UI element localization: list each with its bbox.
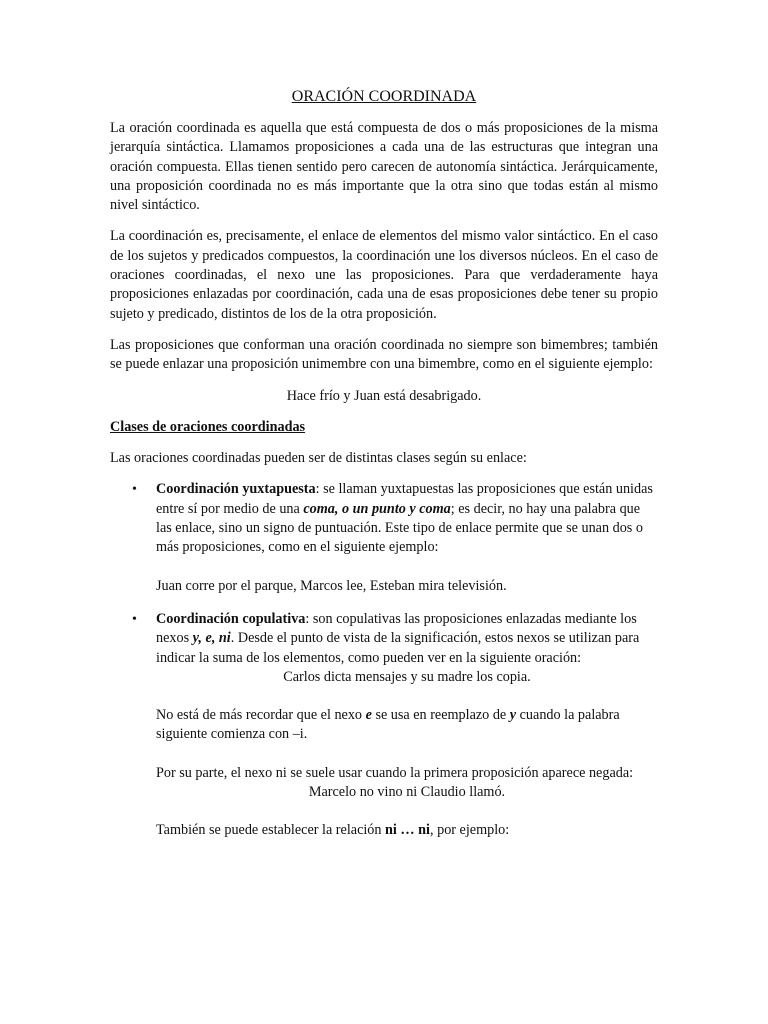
yuxtapuesta-text-a: : se llaman yuxtapuestas las proposiciones que están unidas entre sí por medio de una <box>156 481 653 517</box>
copulativa-example-ni: Marcelo no vino ni Claudio llamó. <box>308 784 506 801</box>
paragraph-coordination: La coordinación es, precisamente, el enlace de elementos del mismo valor sintáctico. En el caso de los sujetos y predicados compuestos, la coordinación une los diversos núcleos. En el caso de oraciones coordinadas, el nexo une las proposiciones. Para que verdaderamente haya proposiciones enlazadas por coordinación, cada una de esas proposiciones debe tener su propio sujeto y predicado, distintos de los de la otra proposición. <box>110 228 658 322</box>
copulativa-definition <box>156 610 658 687</box>
yuxtapuesta-example: Juan corre por el parque, Marcos lee, Esteban mira televisión. <box>156 577 507 594</box>
document-title: ORACIÓN COORDINADA <box>291 88 477 105</box>
note-e-text-c: cuando la palabra siguiente comienza con –i. <box>156 707 620 743</box>
term-yuxtapuesta: Coordinación yuxtapuesta <box>156 481 316 498</box>
note-y-nexo: y <box>509 707 517 724</box>
document-page <box>110 87 658 855</box>
note-ni-text: Por su parte, el nexo ni se suele usar cuando la primera proposición aparece negada: <box>156 764 634 781</box>
note-ni-ni-text-c: , por ejemplo: <box>430 822 510 839</box>
copulativa-note-e <box>156 706 658 745</box>
list-item-yuxtapuesta <box>110 480 658 595</box>
copulativa-note-ni <box>156 764 658 803</box>
bullet-icon: • <box>132 611 137 627</box>
yuxtapuesta-text-b: ; es decir, no hay una palabra que las enlace, sino un signo de puntuación. Este tipo de enlace permite que se unan dos o más proposiciones, como en el siguiente ejemplo: <box>156 500 643 556</box>
yuxtapuesta-emphasis: coma, o un punto y coma <box>303 500 451 517</box>
note-e-text-a: No está de más recordar que el nexo <box>156 707 366 724</box>
section-intro: Las oraciones coordinadas pueden ser de distintas clases según su enlace: <box>110 450 527 467</box>
term-copulativa: Coordinación copulativa <box>156 610 306 627</box>
note-e-nexo: e <box>365 707 372 724</box>
coordination-types-list <box>110 480 658 840</box>
yuxtapuesta-definition <box>156 480 658 557</box>
copulativa-emphasis: y, e, ni <box>192 630 231 647</box>
list-item-copulativa <box>110 610 658 841</box>
bullet-icon: • <box>132 482 137 498</box>
copulativa-example: Carlos dicta mensajes y su madre los copia. <box>283 668 531 685</box>
section-heading: Clases de oraciones coordinadas <box>110 418 306 435</box>
note-ni-ni-bold: ni … ni <box>385 822 430 839</box>
copulativa-text-a: : son copulativas las proposiciones enlazadas mediante los nexos <box>156 610 637 647</box>
copulativa-note-ni-ni <box>156 821 658 840</box>
note-e-text-b: se usa en reemplazo de <box>371 707 510 724</box>
example-sentence: Hace frío y Juan está desabrigado. <box>286 387 482 404</box>
paragraph-definition: La oración coordinada es aquella que está compuesta de dos o más proposiciones de la misma jerarquía sintáctica. Llamamos proposiciones a cada una de las estructuras que integran una oración compuesta. Ellas tienen sentido pero carecen de autonomía sintáctica. Jerárquicamente, una proposición coordinada no es más importante que la otra sino que todas están al mismo nivel sintáctico. <box>110 120 658 214</box>
copulativa-text-b: . Desde el punto de vista de la significación, estos nexos se utilizan para indicar la suma de los elementos, como pueden ver en la siguiente oración: <box>156 630 640 666</box>
note-ni-ni-text-a: También se puede establecer la relación <box>156 822 386 839</box>
paragraph-unimembre: Las proposiciones que conforman una oración coordinada no siempre son bimembres; también se puede enlazar una proposición unimembre con una bimembre, como en el siguiente ejemplo: <box>110 336 658 373</box>
